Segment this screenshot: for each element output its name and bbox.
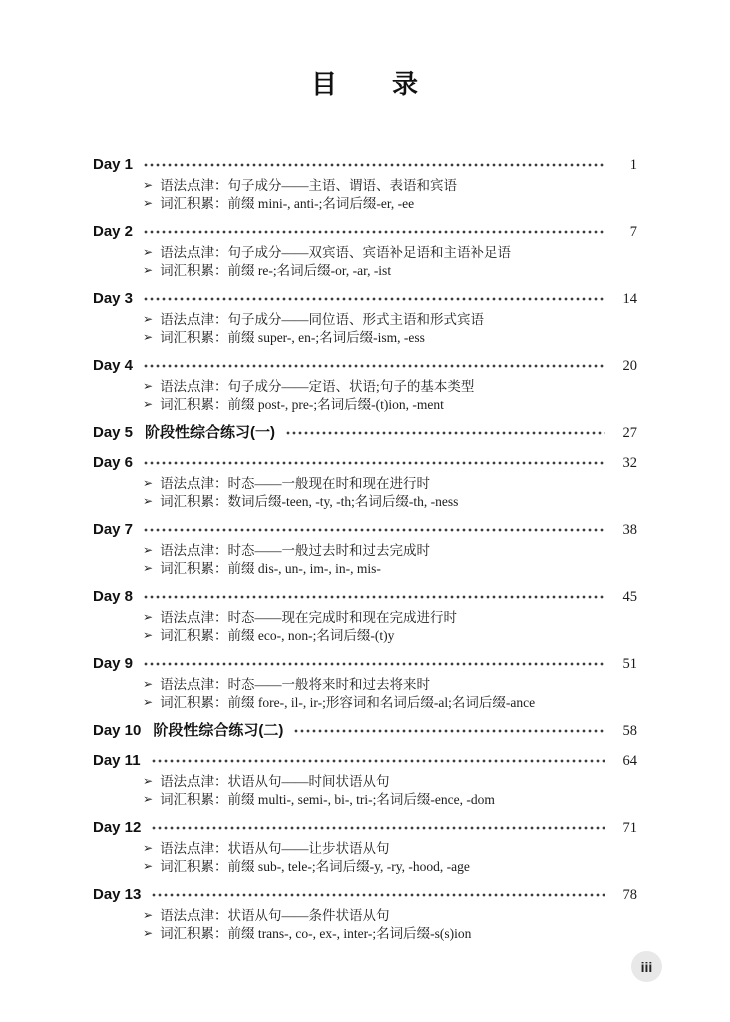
subitem-text: 词汇积累：前缀 post-, pre-;名词后缀-(t)ion, -ment [160,396,444,412]
page-number-badge [631,951,662,982]
arrow-bullet-icon: ➢ [143,908,154,922]
arrow-bullet-icon: ➢ [143,178,154,192]
subitem [143,609,637,627]
toc-entry [93,453,637,510]
subitem-text: 词汇积累：前缀 trans-, co-, ex-, inter-;名词后缀-s(s)ion [160,925,472,941]
subitem-text: 语法点津：句子成分——主语、谓语、表语和宾语 [160,178,458,193]
dot-leader [143,360,605,370]
subitem [143,378,637,396]
dot-leader [143,591,605,601]
toc-entry-row[interactable] [93,721,637,741]
page-number: 38 [622,522,637,538]
day-label: Day 13 [93,886,142,903]
page-number: 7 [629,224,637,240]
entry-subitems [143,840,637,875]
arrow-bullet-icon: ➢ [143,543,154,557]
toc-entry [93,751,637,808]
toc-entry [93,818,637,875]
subitem [143,329,637,347]
toc-entry-row[interactable] [93,222,637,242]
arrow-bullet-icon: ➢ [143,262,154,277]
toc-entry [93,155,637,212]
day-section-title: 阶段性综合练习(一) [145,424,276,441]
toc-entry [93,423,637,443]
subitem-text: 语法点津：时态——现在完成时和现在完成进行时 [160,610,458,625]
toc-entry [93,356,637,413]
subitem [143,791,637,809]
entry-subitems [143,475,637,510]
toc-entry-row[interactable] [93,654,637,674]
toc-entry-row[interactable] [93,818,637,838]
subitem [143,676,637,694]
entry-subitems [143,542,637,577]
toc-entry [93,520,637,577]
day-label: Day 9 [93,655,134,672]
day-label: Day 10 [93,722,142,739]
subitem-text: 词汇积累：数词后缀-teen, -ty, -th;名词后缀-th, -ness [160,493,459,509]
subitem-text: 语法点津：状语从句——条件状语从句 [160,908,390,923]
dot-leader [151,822,605,832]
toc-entry-row[interactable] [93,356,637,376]
entry-subitems [143,311,637,346]
subitem [143,907,637,925]
subitem-text: 词汇积累：前缀 re-;名词后缀-or, -ar, -ist [160,262,392,278]
day-section-title: 阶段性综合练习(二) [153,722,284,739]
subitem [143,493,637,511]
dot-leader [285,427,605,437]
subitem [143,840,637,858]
entry-subitems [143,609,637,644]
subitem-text: 词汇积累：前缀 eco-, non-;名词后缀-(t)y [160,627,395,643]
toc-entry-row[interactable] [93,155,637,175]
dot-leader [151,889,605,899]
page-number: 64 [622,753,637,769]
toc-entry [93,222,637,279]
arrow-bullet-icon: ➢ [143,858,154,873]
subitem-text: 语法点津：时态——一般现在时和现在进行时 [160,476,431,491]
toc-entry [93,289,637,346]
day-label: Day 7 [93,521,134,538]
arrow-bullet-icon: ➢ [143,610,154,624]
day-label: Day 2 [93,223,134,240]
arrow-bullet-icon: ➢ [143,791,154,806]
dot-leader [143,159,605,169]
entry-subitems [143,177,637,212]
arrow-bullet-icon: ➢ [143,627,154,642]
subitem-text: 词汇积累：前缀 fore-, il-, ir-;形容词和名词后缀-al;名词后缀-ance [160,694,536,710]
day-label: Day 5 [93,424,134,441]
subitem-text: 词汇积累：前缀 multi-, semi-, bi-, tri-;名词后缀-ence, -dom [160,791,495,807]
subitem-text: 语法点津：时态——一般过去时和过去完成时 [160,543,431,558]
subitem [143,475,637,493]
subitem-text: 语法点津：状语从句——时间状语从句 [160,774,390,789]
subitem [143,177,637,195]
day-label: Day 4 [93,357,134,374]
dot-leader [143,226,605,236]
arrow-bullet-icon: ➢ [143,396,154,411]
subitem [143,694,637,712]
dot-leader [151,755,605,765]
subitem [143,773,637,791]
page-number: 1 [629,157,637,173]
subitem-text: 词汇积累：前缀 dis-, un-, im-, in-, mis- [160,560,381,576]
subitem [143,262,637,280]
arrow-bullet-icon: ➢ [143,195,154,210]
subitem-text: 语法点津：句子成分——定语、状语;句子的基本类型 [160,379,475,394]
arrow-bullet-icon: ➢ [143,841,154,855]
toc-entry-row[interactable] [93,751,637,771]
arrow-bullet-icon: ➢ [143,774,154,788]
day-label: Day 3 [93,290,134,307]
dot-leader [143,457,605,467]
toc-entry-row[interactable] [93,453,637,473]
subitem [143,925,637,943]
arrow-bullet-icon: ➢ [143,379,154,393]
page-number: 45 [622,589,637,605]
arrow-bullet-icon: ➢ [143,245,154,259]
dot-leader [143,524,605,534]
subitem [143,542,637,560]
page-number: 20 [622,358,637,374]
subitem-text: 语法点津：状语从句——让步状语从句 [160,841,390,856]
day-label: Day 12 [93,819,142,836]
arrow-bullet-icon: ➢ [143,493,154,508]
toc-entry [93,885,637,942]
entry-subitems [143,378,637,413]
toc-entry-row[interactable] [93,587,637,607]
arrow-bullet-icon: ➢ [143,312,154,326]
subitem [143,311,637,329]
entry-subitems [143,244,637,279]
arrow-bullet-icon: ➢ [143,476,154,490]
subitem [143,396,637,414]
toc-entry-row[interactable] [93,520,637,540]
subitem-text: 语法点津：句子成分——双宾语、宾语补足语和主语补足语 [160,245,512,260]
toc-entry [93,654,637,711]
page-number: 51 [622,656,637,672]
toc-entry [93,721,637,741]
subitem [143,858,637,876]
arrow-bullet-icon: ➢ [143,329,154,344]
toc-entry-row[interactable] [93,289,637,309]
day-label: Day 8 [93,588,134,605]
page-title: 目 录 [310,69,419,99]
subitem-text: 语法点津：句子成分——同位语、形式主语和形式宾语 [160,312,485,327]
dot-leader [143,658,605,668]
toc-list [93,155,637,942]
page-number: 58 [622,723,637,739]
dot-leader [293,725,605,735]
subitem [143,195,637,213]
toc-entry [93,587,637,644]
entry-subitems [143,907,637,942]
day-label: Day 6 [93,454,134,471]
dot-leader [143,293,605,303]
arrow-bullet-icon: ➢ [143,677,154,691]
subitem-text: 语法点津：时态——一般将来时和过去将来时 [160,677,431,692]
page-number-label: iii [640,958,653,975]
arrow-bullet-icon: ➢ [143,560,154,575]
subitem-text: 词汇积累：前缀 sub-, tele-;名词后缀-y, -ry, -hood, -age [160,858,470,874]
page-number: 32 [622,455,637,471]
subitem-text: 词汇积累：前缀 mini-, anti-;名词后缀-er, -ee [160,195,415,211]
day-label: Day 11 [93,752,141,769]
toc-entry-row[interactable] [93,423,637,443]
arrow-bullet-icon: ➢ [143,694,154,709]
subitem [143,627,637,645]
entry-subitems [143,773,637,808]
arrow-bullet-icon: ➢ [143,925,154,940]
subitem [143,244,637,262]
subitem-text: 词汇积累：前缀 super-, en-;名词后缀-ism, -ess [160,329,425,345]
page-number: 27 [622,425,637,441]
toc-entry-row[interactable] [93,885,637,905]
page-number: 78 [622,887,637,903]
page-number: 71 [622,820,637,836]
day-label: Day 1 [93,156,134,173]
entry-subitems [143,676,637,711]
subitem [143,560,637,578]
page-number: 14 [622,291,637,307]
